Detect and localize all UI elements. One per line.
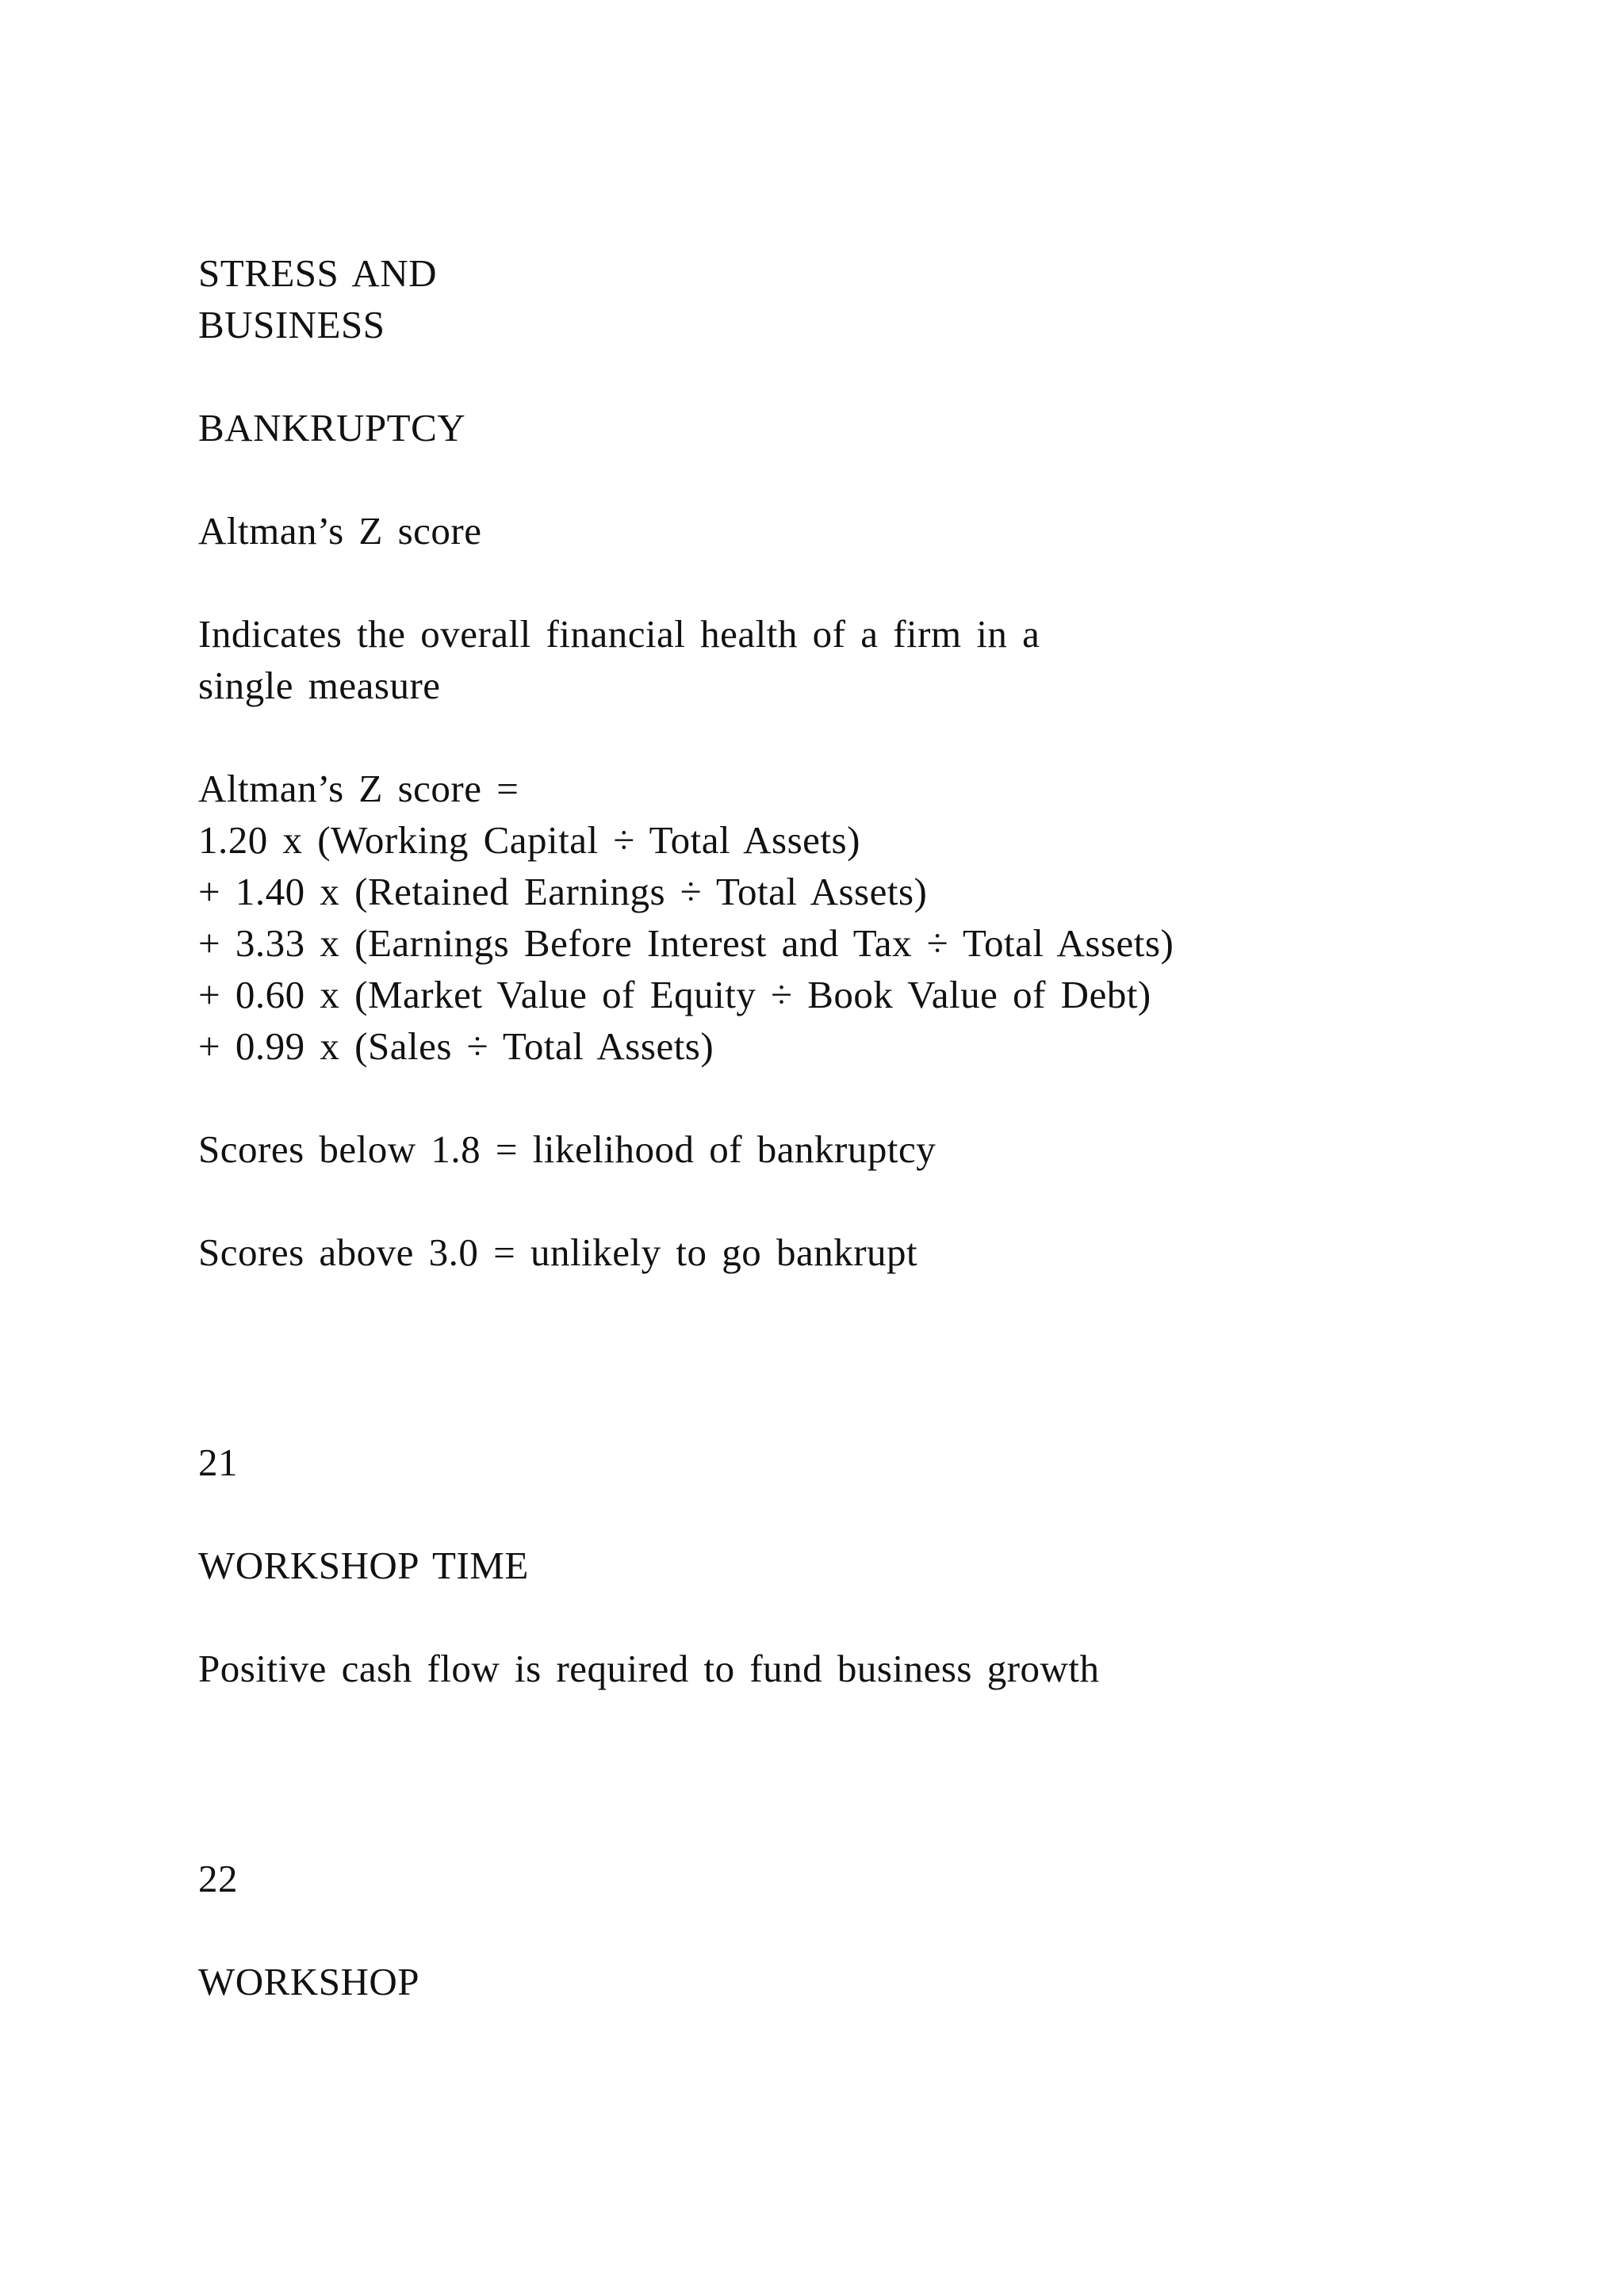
section-title-line2: BUSINESS <box>198 303 385 346</box>
page-number-22: 22 <box>198 1857 238 1900</box>
formula-line: + 3.33 x (Earnings Before Interest and Tax ÷ Total Assets) <box>198 921 1174 965</box>
formula-line: + 0.99 x (Sales ÷ Total Assets) <box>198 1024 714 1068</box>
blank-space <box>198 1694 1594 1853</box>
z-score-heading: Altman’s Z score <box>198 509 482 553</box>
formula-line: + 1.40 x (Retained Earnings ÷ Total Assets) <box>198 870 928 913</box>
blank-line <box>198 453 1594 505</box>
blank-line <box>198 350 1594 402</box>
formula-line: + 0.60 x (Market Value of Equity ÷ Book Value of Debt) <box>198 973 1151 1016</box>
blank-space <box>198 1278 1594 1437</box>
workshop-title: WORKSHOP <box>198 1960 419 2003</box>
document-content <box>198 247 1594 2007</box>
description-line1: Indicates the overall financial health of a firm in a <box>198 612 1040 656</box>
section-subtitle: BANKRUPTCY <box>198 406 466 450</box>
blank-line <box>198 1488 1594 1540</box>
blank-line <box>198 1904 1594 1956</box>
formula-line: 1.20 x (Working Capital ÷ Total Assets) <box>198 818 860 862</box>
blank-line <box>198 711 1594 763</box>
workshop-time-title: WORKSHOP TIME <box>198 1544 529 1587</box>
formula-line: Altman’s Z score = <box>198 767 519 810</box>
blank-line <box>198 1175 1594 1226</box>
blank-line <box>198 557 1594 608</box>
threshold-low: Scores below 1.8 = likelihood of bankruptcy <box>198 1127 936 1171</box>
threshold-high: Scores above 3.0 = unlikely to go bankrupt <box>198 1230 918 1274</box>
blank-line <box>198 1072 1594 1123</box>
workshop-time-text: Positive cash flow is required to fund business growth <box>198 1647 1100 1690</box>
page-number-21: 21 <box>198 1441 238 1484</box>
description-line2: single measure <box>198 664 441 707</box>
section-title-line1: STRESS AND <box>198 251 438 295</box>
blank-line <box>198 1591 1594 1643</box>
